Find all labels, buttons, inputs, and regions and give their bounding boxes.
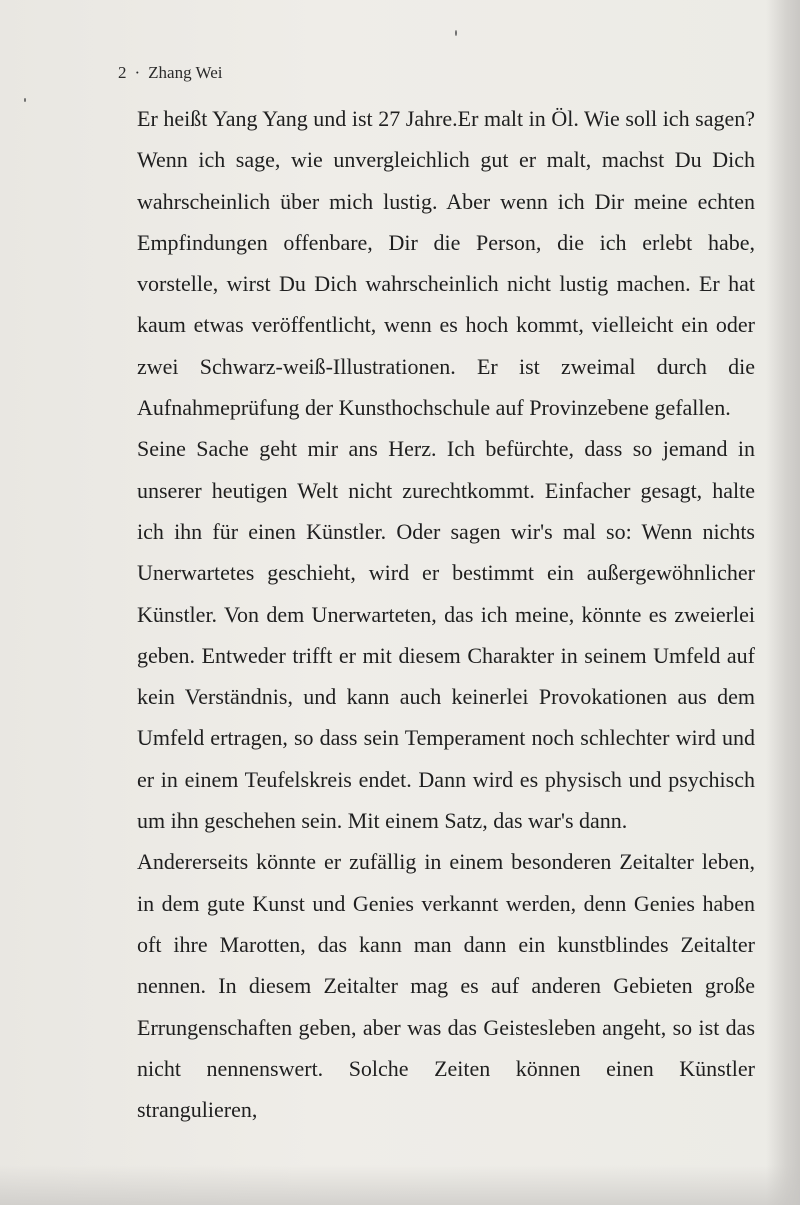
dust-speck: [24, 98, 26, 102]
page-bottom-shadow: [0, 1165, 800, 1205]
paragraph: Andererseits könnte er zufällig in einem besonderen Zeitalter leben, in dem gute Kunst und Genies verkannt werden, denn Genies haben oft ihre Marotten, das kann man dann ein kunstblindes Zeitalter nennen. In diesem Zeitalter mag es auf anderen Gebieten große Errungenschaften geben, aber was das Geistesleben angeht, so ist das nicht nennenswert. Solche Zeiten können einen Künstler strangulieren,: [137, 849, 755, 1123]
page-edge-shadow: [766, 0, 800, 1205]
running-header: [118, 62, 223, 84]
author-name: Zhang Wei: [148, 63, 223, 82]
dust-speck: [455, 30, 457, 36]
header-separator: ·: [134, 63, 141, 82]
paragraph: Seine Sache geht mir ans Herz. Ich befürchte, dass so jemand in unserer heutigen Welt nicht zurechtkommt. Einfacher gesagt, halte ich ihn für einen Künstler. Oder sagen wir's mal so: Wenn nichts Unerwartetes geschieht, wird er bestimmt ein außergewöhnlicher Künstler. Von dem Unerwarteten, das ich meine, könnte es zweierlei geben. Entweder trifft er mit diesem Charakter in seinem Umfeld auf kein Verständnis, und kann auch keinerlei Provokationen aus dem Umfeld ertragen, so dass sein Temperament noch schlechter wird und er in einem Teufelskreis endet. Dann wird es physisch und psychisch um ihn geschehen sein. Mit einem Satz, das war's dann.: [137, 436, 755, 834]
body-text: [137, 98, 755, 1130]
page-number: 2: [118, 63, 127, 82]
paragraph: Er heißt Yang Yang und ist 27 Jahre.Er malt in Öl. Wie soll ich sagen? Wenn ich sage, wie unvergleichlich gut er malt, machst Du Dich wahrscheinlich über mich lustig. Aber wenn ich Dir meine echten Empfindungen offenbare, Dir die Person, die ich erlebt habe, vorstelle, wirst Du Dich wahrscheinlich nicht lustig machen. Er hat kaum etwas veröffentlicht, wenn es hoch kommt, vielleicht ein oder zwei Schwarz-weiß-Illustrationen. Er ist zweimal durch die Aufnahmeprüfung der Kunsthochschule auf Provinzebene gefallen.: [137, 106, 755, 421]
